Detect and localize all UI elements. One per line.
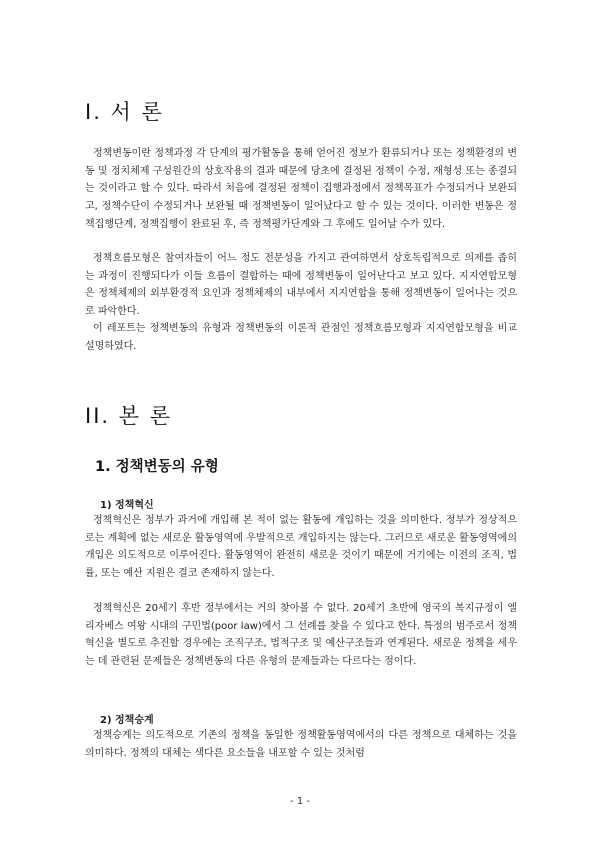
section-title-body: II. 본 론 bbox=[85, 404, 172, 428]
succession-paragraph-1: 정책승계는 의도적으로 기존의 정책을 동일한 정책활동영역에서의 다른 정책으로 대체하는 것을 의미하다. 정책의 대체는 색다른 요소들을 내포할 수 있는 것처럼 bbox=[85, 730, 517, 759]
intro-paragraph-2: 정책흐름모형은 참여자들이 어느 정도 전문성을 가지고 관여하면서 상호독립적으로 의제를 좁히는 과정이 진행되다가 이들 흐름이 결합하는 때에 정책변동이 일어난다고 보고 있다. 지지연합모형은 정책체제의 외부환경적 요인과 정책체제의 내부에서 지지연합을 통해 정책변동이 일어나는 것으로 파악한다. bbox=[85, 253, 517, 318]
intro-paragraph-1: 정책변동이란 정책과정 각 단계의 평가활동을 통해 얻어진 정보가 환류되거나 또는 정책환경의 변동 및 정치체제 구성원간의 상호작용의 결과 때문에 당초에 결정된 정책이 수정, 재형성 또는 종결되는 것이라고 할 수 있다. 따라서 처음에 결정된 정책이 집행과정에서 정책목표가 수정되거나 보완되고, 정책수단이 수정되거나 보완될 때 정책변동이 일어났다고 할 수 있는 것이다. 이러한 변동은 정책집행단계, 정책집행이 완료된 후, 즉 정책평가단계와 그 후에도 일어날 수가 있다. bbox=[85, 148, 517, 230]
innovation-paragraph-1: 정책혁신은 정부가 과거에 개입해 본 적이 없는 활동에 개입하는 것을 의미한다. 정부가 정상적으로는 계획에 없는 새로운 활동영역에 우발적으로 개입하지는 않는다. 그러므로 새로운 활동영역에의 개입은 의도적으로 이루어진다. 활동영역이 완전히 새로운 것이기 때문에 거기에는 이전의 조직, 법률, 또는 예산 지원은 결코 존재하지 않는다. bbox=[85, 515, 517, 580]
subsection-title-policy-change-types: 1. 정책변동의 유형 bbox=[95, 459, 219, 475]
section-title-intro: I. 서 론 bbox=[85, 100, 164, 124]
intro-paragraph-3: 이 레포트는 정책변동의 유형과 정책변동의 이론적 관점인 정책흐름모형과 지지연합모형을 비교 설명하였다. bbox=[85, 323, 517, 352]
item-title-policy-innovation: 1) 정책혁신 bbox=[100, 500, 154, 511]
page-number: - 1 - bbox=[290, 796, 310, 807]
innovation-paragraph-2: 정책혁신은 20세기 후반 정부에서는 거의 찾아볼 수 없다. 20세기 초반에 영국의 복지규정이 엘리자베스 여왕 시대의 구민법(poor law)에서 그 선례를 찾을 수 있다고 한다. 특정의 범주로서 정책혁신을 별도로 추진할 경우에는 조직구조, 법적구조 및 예산구조들과 연계된다. 새로운 정책을 세우는 데 관련된 문제들은 정책변동의 다른 유형의 문제들과는 다르다는 점이다. bbox=[85, 603, 517, 668]
item-title-policy-succession: 2) 정책승계 bbox=[100, 715, 154, 726]
